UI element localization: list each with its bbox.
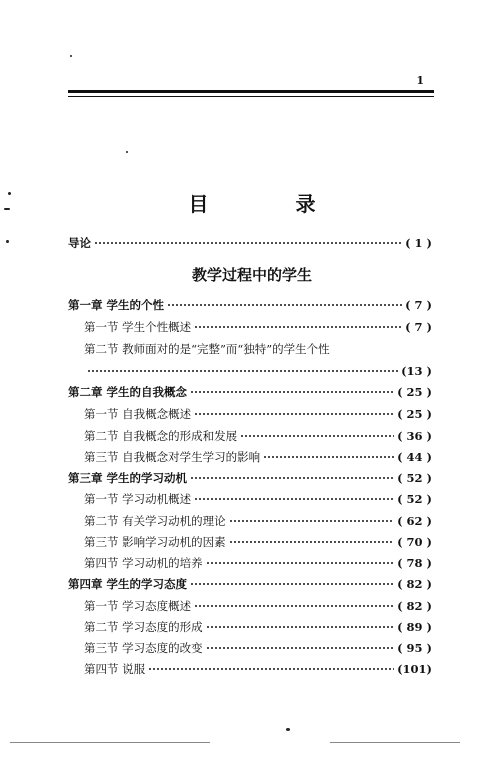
toc-entry-page: ( 1 ) (405, 236, 432, 250)
toc-entry-label: 第三节 自我概念对学生学习的影响 (84, 450, 261, 464)
toc-entry-label: 第一节 学习动机概述 (84, 492, 192, 506)
toc-entry-label: 第一章 学生的个性 (68, 298, 165, 312)
toc-entry-label: 第四节 学习动机的培养 (84, 556, 203, 570)
toc-entry-page: ( 36 ) (397, 429, 432, 443)
toc-entry-ch1-s2 (0, 340, 504, 358)
toc-entry-ch4 (0, 575, 504, 593)
toc-entry-page: ( 82 ) (397, 577, 432, 591)
toc-entry-label: 第二节 学习态度的形成 (84, 620, 203, 634)
toc-entry-page: (101) (397, 662, 432, 676)
toc-leader-dots (94, 242, 402, 244)
toc-leader-dots (206, 647, 394, 649)
toc-leader-dots (194, 605, 394, 607)
toc-entry-ch1-s1 (0, 318, 504, 336)
toc-entry-page: ( 95 ) (397, 641, 432, 655)
toc-entry-page: ( 7 ) (405, 320, 432, 334)
speck (8, 192, 11, 195)
toc-leader-dots (148, 668, 394, 670)
toc-entry-page: ( 52 ) (397, 492, 432, 506)
toc-entry-ch2-s2 (0, 427, 504, 445)
toc-entry-page: ( 52 ) (397, 471, 432, 485)
toc-leader-dots (190, 391, 394, 393)
speck (4, 208, 10, 210)
page-number: 1 (416, 74, 424, 87)
toc-entry-ch3-s4 (0, 554, 504, 572)
toc-leader-dots (190, 583, 394, 585)
toc-leader-dots (263, 456, 394, 458)
toc-entry-ch4-s3 (0, 639, 504, 657)
toc-entry-page: ( 82 ) (397, 599, 432, 613)
toc-entry-page: ( 25 ) (397, 407, 432, 421)
toc-leader-dots (167, 304, 402, 306)
toc-entry-intro (0, 234, 504, 252)
toc-leader-dots (194, 326, 402, 328)
toc-entry-label: 第二节 有关学习动机的理论 (84, 514, 226, 528)
speck (126, 151, 128, 153)
toc-entry-page: ( 89 ) (397, 620, 432, 634)
toc-entry-label: 第三节 学习态度的改变 (84, 641, 203, 655)
toc-entry-label: 第二节 教师面对的是“完整”而“独特”的学生个性 (84, 342, 330, 356)
toc-entry-page: ( 78 ) (397, 556, 432, 570)
toc-title: 目 录 (188, 192, 356, 216)
toc-entry-ch4-s4 (0, 660, 504, 678)
toc-entry-ch3-s3 (0, 533, 504, 551)
toc-leader-dots (194, 413, 394, 415)
bottom-scan-line (330, 742, 460, 743)
toc-leader-dots (240, 435, 394, 437)
toc-entry-ch2-s3 (0, 448, 504, 466)
toc-entry-page: ( 44 ) (397, 450, 432, 464)
toc-entry-ch2 (0, 383, 504, 401)
toc-entry-label: 第一节 自我概念概述 (84, 407, 192, 421)
toc-entry-ch3-s1 (0, 490, 504, 508)
speck (286, 728, 290, 731)
toc-leader-dots (87, 370, 398, 372)
toc-leader-dots (206, 626, 394, 628)
toc-entry-label: 第四节 说服 (84, 662, 146, 676)
toc-entry-page: (13 ) (401, 364, 432, 378)
toc-entry-label: 第三章 学生的学习动机 (68, 471, 188, 485)
toc-entry-page: ( 7 ) (405, 298, 432, 312)
toc-leader-dots (190, 477, 394, 479)
speck (70, 55, 72, 57)
toc-entry-ch3-s2 (0, 512, 504, 530)
toc-entry-label: 第一节 学习态度概述 (84, 599, 192, 613)
toc-leader-dots (229, 541, 394, 543)
part-title: 教学过程中的学生 (191, 266, 312, 284)
bottom-scan-line (10, 742, 210, 743)
toc-entry-ch1-s2-cont (0, 362, 504, 380)
toc-leader-dots (194, 498, 394, 500)
toc-entry-ch2-s1 (0, 405, 504, 423)
toc-entry-label: 第二节 自我概念的形成和发展 (84, 429, 238, 443)
header-rule-thin (68, 96, 434, 97)
toc-entry-label: 第一节 学生个性概述 (84, 320, 192, 334)
toc-entry-page: ( 70 ) (397, 535, 432, 549)
toc-entry-label: 导论 (68, 236, 91, 250)
header-rule-thick (68, 90, 434, 93)
speck (6, 240, 9, 243)
toc-entry-ch4-s2 (0, 618, 504, 636)
toc-entry-page: ( 62 ) (397, 514, 432, 528)
toc-entry-label: 第三节 影响学习动机的因素 (84, 535, 226, 549)
toc-entry-label: 第二章 学生的自我概念 (68, 385, 188, 399)
toc-entry-ch4-s1 (0, 597, 504, 615)
toc-entry-ch3 (0, 469, 504, 487)
toc-leader-dots (229, 520, 394, 522)
toc-entry-label: 第四章 学生的学习态度 (68, 577, 188, 591)
toc-entry-ch1 (0, 296, 504, 314)
toc-leader-dots (206, 562, 394, 564)
toc-entry-page: ( 25 ) (397, 385, 432, 399)
